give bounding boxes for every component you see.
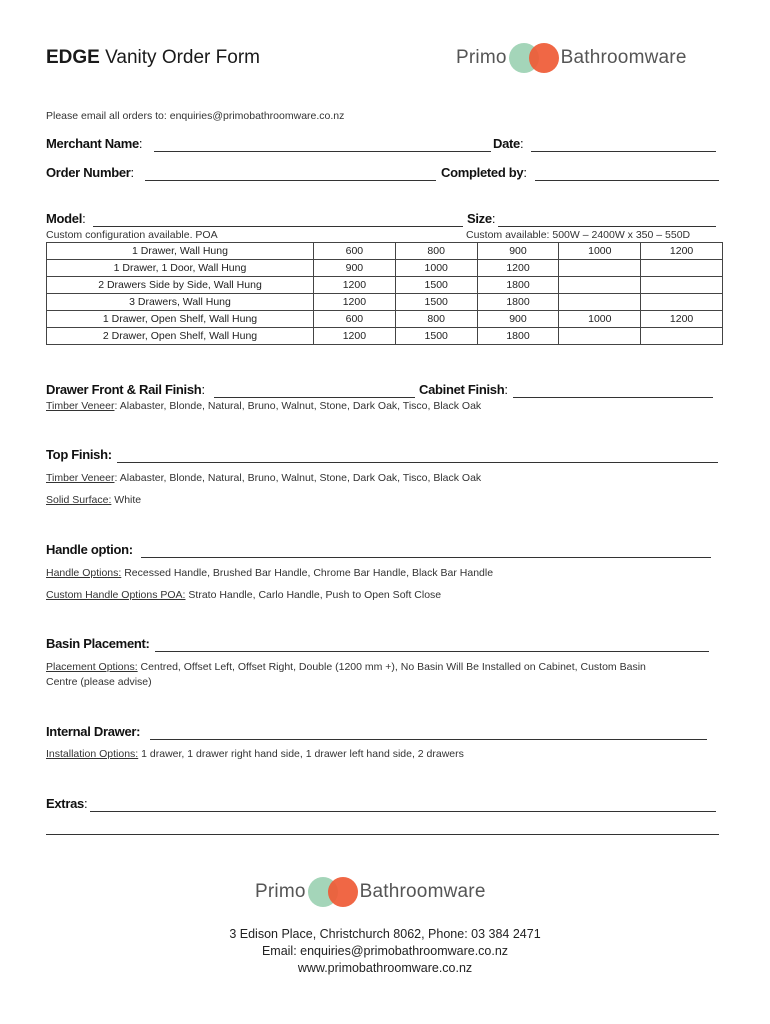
footer-logo xyxy=(255,877,486,907)
footer-address: 3 Edison Place, Christchurch 8062, Phone: 03 384 2471 xyxy=(229,927,541,941)
model-note: Custom configuration available. POA xyxy=(46,229,218,241)
size-option-cell: 600 xyxy=(314,311,396,328)
drawer-finish-field[interactable] xyxy=(214,397,415,398)
drawer-finish-label: Drawer Front & Rail Finish: xyxy=(46,382,205,397)
size-option-cell: 1800 xyxy=(477,328,559,345)
date-label: Date: xyxy=(493,136,524,151)
footer-logo-word-primo: Primo xyxy=(255,881,306,902)
extras-field[interactable] xyxy=(90,811,716,812)
extras-label: Extras: xyxy=(46,796,88,811)
size-option-cell: 1000 xyxy=(559,243,641,260)
size-option-cell: 1500 xyxy=(395,328,477,345)
internal-drawer-field[interactable] xyxy=(150,739,707,740)
table-row xyxy=(47,328,723,345)
date-field[interactable] xyxy=(531,151,716,152)
footer-logo-word-bathroomware: Bathroomware xyxy=(359,881,486,902)
size-option-cell: 1200 xyxy=(641,311,723,328)
handle-option-field[interactable] xyxy=(141,557,711,558)
size-option-cell xyxy=(641,328,723,345)
extras-field-line2[interactable] xyxy=(46,834,719,835)
page-title xyxy=(46,47,260,69)
footer-website: www.primobathroomware.co.nz xyxy=(297,961,473,975)
table-row xyxy=(47,243,723,260)
footer-logo-circles-icon xyxy=(308,877,358,907)
size-option-cell: 1500 xyxy=(395,294,477,311)
top-finish-field[interactable] xyxy=(117,462,718,463)
basin-placement-field[interactable] xyxy=(155,651,709,652)
cabinet-finish-field[interactable] xyxy=(513,397,713,398)
installation-options-text: Installation Options: 1 drawer, 1 drawer right hand side, 1 drawer left hand side, 2 drawers xyxy=(46,748,464,760)
title-rest: Vanity Order Form xyxy=(99,47,260,68)
config-description-cell: 1 Drawer, Wall Hung xyxy=(47,243,314,260)
size-option-cell: 1800 xyxy=(477,277,559,294)
table-row xyxy=(47,277,723,294)
config-description-cell: 1 Drawer, 1 Door, Wall Hung xyxy=(47,260,314,277)
size-option-cell: 800 xyxy=(395,311,477,328)
size-label: Size: xyxy=(467,211,496,226)
size-option-cell: 800 xyxy=(395,243,477,260)
top-finish-option-timber: Timber Veneer: Alabaster, Blonde, Natural, Bruno, Walnut, Stone, Dark Oak, Tisco, Black Oak xyxy=(46,472,482,484)
cabinet-finish-label: Cabinet Finish: xyxy=(419,382,508,397)
order-number-field[interactable] xyxy=(145,180,436,181)
completed-by-field[interactable] xyxy=(535,180,719,181)
size-option-cell: 1000 xyxy=(395,260,477,277)
size-option-cell xyxy=(559,277,641,294)
logo-word-bathroomware: Bathroomware xyxy=(560,47,687,68)
basin-placement-label: Basin Placement: xyxy=(46,636,150,651)
size-option-cell: 1500 xyxy=(395,277,477,294)
config-description-cell: 2 Drawer, Open Shelf, Wall Hung xyxy=(47,328,314,345)
size-option-cell: 1800 xyxy=(477,294,559,311)
order-number-label: Order Number: xyxy=(46,165,134,180)
config-description-cell: 3 Drawers, Wall Hung xyxy=(47,294,314,311)
drawer-finish-options: Timber Veneer: Alabaster, Blonde, Natural, Bruno, Walnut, Stone, Dark Oak, Tisco, Black Oak xyxy=(46,400,482,412)
footer-email: Email: enquiries@primobathroomware.co.nz xyxy=(261,944,509,958)
size-option-cell: 1200 xyxy=(477,260,559,277)
table-row xyxy=(47,311,723,328)
placement-options-text-cont: Centre (please advise) xyxy=(46,676,152,688)
size-field[interactable] xyxy=(498,226,716,227)
table-row xyxy=(47,260,723,277)
size-option-cell: 900 xyxy=(477,243,559,260)
brand-logo xyxy=(456,43,687,73)
config-description-cell: 1 Drawer, Open Shelf, Wall Hung xyxy=(47,311,314,328)
size-option-cell xyxy=(641,294,723,311)
merchant-name-field[interactable] xyxy=(154,151,491,152)
size-option-cell: 600 xyxy=(314,243,396,260)
size-option-cell: 900 xyxy=(314,260,396,277)
merchant-name-label: Merchant Name: xyxy=(46,136,143,151)
top-finish-option-solid: Solid Surface: White xyxy=(46,494,142,506)
size-option-cell xyxy=(641,260,723,277)
model-label: Model: xyxy=(46,211,86,226)
title-bold: EDGE xyxy=(46,47,100,68)
config-description-cell: 2 Drawers Side by Side, Wall Hung xyxy=(47,277,314,294)
size-option-cell: 1200 xyxy=(641,243,723,260)
placement-options-text: Placement Options: Centred, Offset Left, Offset Right, Double (1200 mm +), No Basin Will Be Installed on Cabinet, Custom Basin xyxy=(46,661,646,673)
handle-options-text: Handle Options: Recessed Handle, Brushed Bar Handle, Chrome Bar Handle, Black Bar Handle xyxy=(46,567,494,579)
completed-by-label: Completed by: xyxy=(441,165,527,180)
handle-option-label: Handle option: xyxy=(46,542,133,557)
size-option-cell: 1200 xyxy=(314,277,396,294)
size-option-cell xyxy=(559,328,641,345)
size-option-cell xyxy=(559,260,641,277)
logo-circles-icon xyxy=(509,43,559,73)
logo-word-primo: Primo xyxy=(456,47,507,68)
size-option-cell: 1200 xyxy=(314,328,396,345)
size-note: Custom available: 500W – 2400W x 350 – 550D xyxy=(466,229,691,241)
size-option-cell xyxy=(641,277,723,294)
top-finish-label: Top Finish: xyxy=(46,447,112,462)
size-option-cell xyxy=(559,294,641,311)
configuration-table xyxy=(46,242,723,345)
size-option-cell: 900 xyxy=(477,311,559,328)
size-option-cell: 1000 xyxy=(559,311,641,328)
model-field[interactable] xyxy=(93,226,463,227)
email-instructions: Please email all orders to: enquiries@primobathroomware.co.nz xyxy=(46,110,345,122)
internal-drawer-label: Internal Drawer: xyxy=(46,724,141,739)
table-row xyxy=(47,294,723,311)
size-option-cell: 1200 xyxy=(314,294,396,311)
custom-handle-options-text: Custom Handle Options POA: Strato Handle, Carlo Handle, Push to Open Soft Close xyxy=(46,589,442,601)
